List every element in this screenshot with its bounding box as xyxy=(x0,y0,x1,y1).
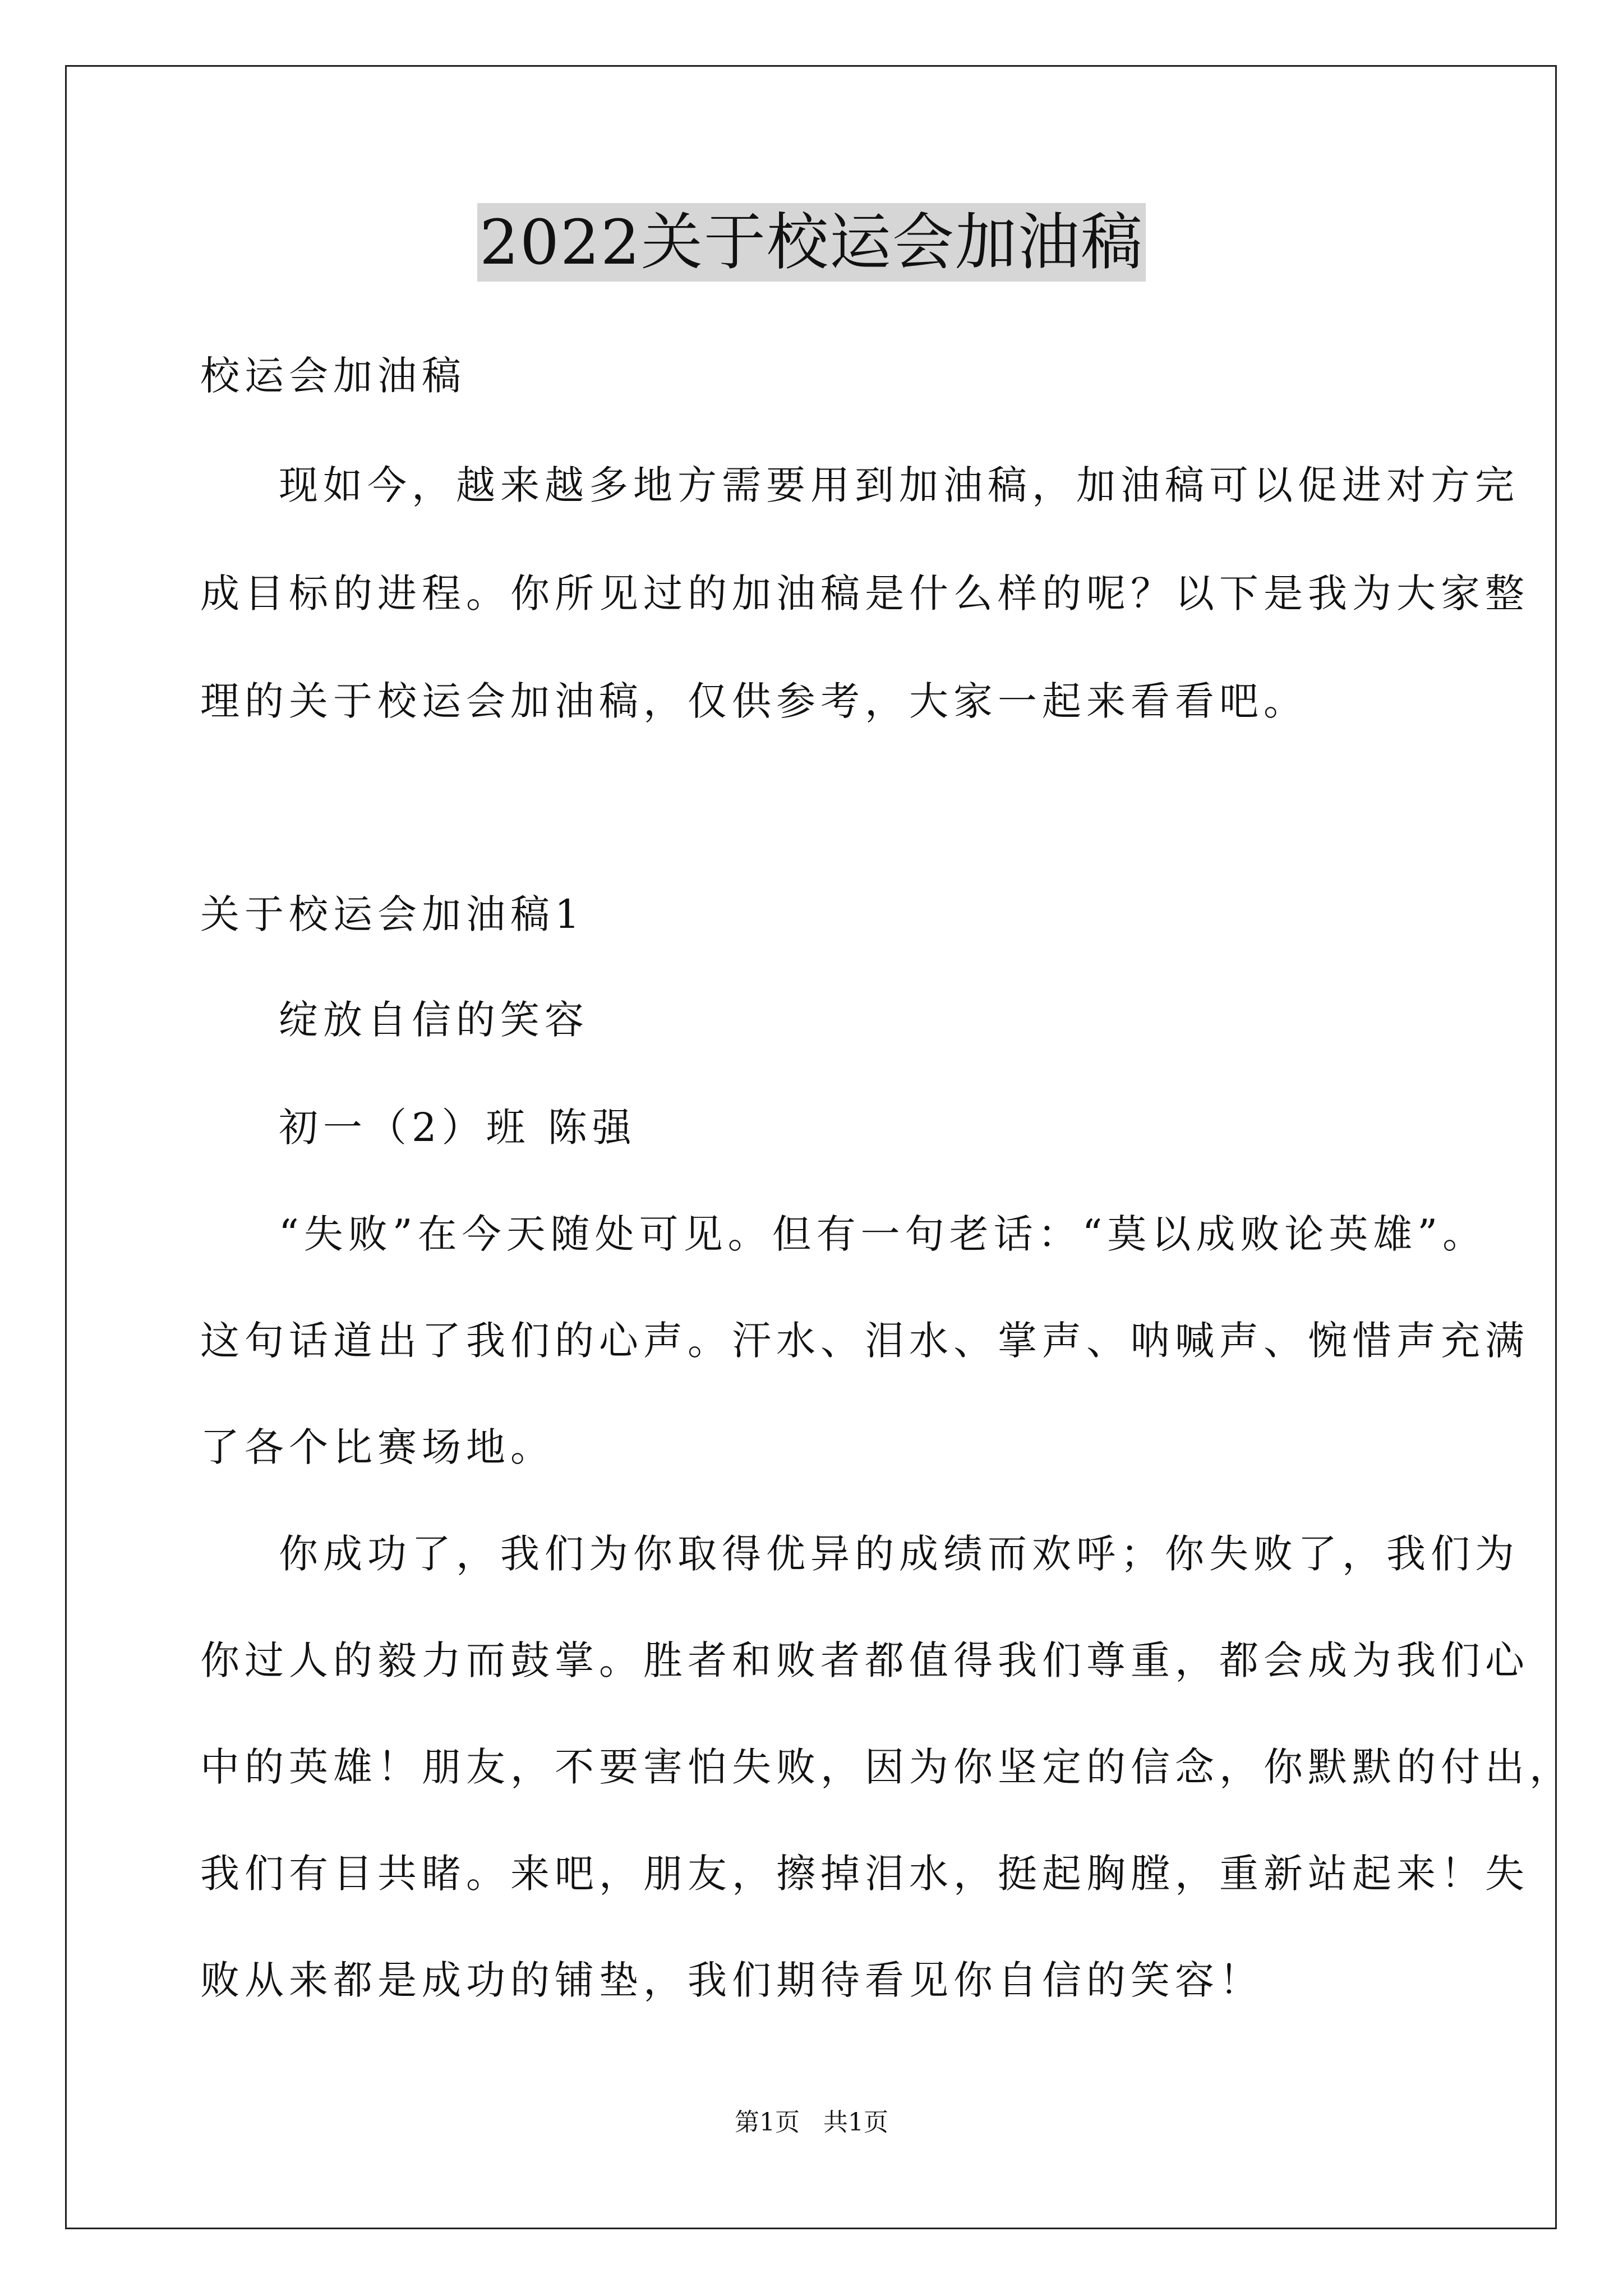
heading: 校运会加油稿 xyxy=(200,353,466,399)
intro-line: 成目标的进程。你所见过的加油稿是什么样的呢？以下是我为大家整 xyxy=(200,570,1529,616)
intro-line: 理的关于校运会加油稿，仅供参考，大家一起来看看吧。 xyxy=(200,678,1308,724)
paragraph-line: 败从来都是成功的铺垫，我们期待看见你自信的笑容！ xyxy=(200,1957,1264,2003)
paragraph-line: 你过人的毅力而鼓掌。胜者和败者都值得我们尊重，都会成为我们心 xyxy=(200,1637,1529,1683)
author-line: 初一（2）班 陈强 xyxy=(279,1105,637,1151)
essay-title: 绽放自信的笑容 xyxy=(279,997,589,1043)
paragraph-line: “失败”在今天随处可见。但有一句老话：“莫以成败论英雄”。 xyxy=(279,1211,1487,1257)
intro-line: 现如今，越来越多地方需要用到加油稿，加油稿可以促进对方完 xyxy=(279,462,1519,508)
paragraph-line: 中的英雄！朋友，不要害怕失败，因为你坚定的信念，你默默的付出， xyxy=(200,1744,1574,1790)
paragraph-line: 这句话道出了我们的心声。汗水、泪水、掌声、呐喊声、惋惜声充满 xyxy=(200,1318,1529,1364)
paragraph-line: 了各个比赛场地。 xyxy=(200,1424,555,1470)
page-footer: 第1页 共1页 xyxy=(735,2108,888,2137)
paragraph-line: 我们有目共睹。来吧，朋友，擦掉泪水，挺起胸膛，重新站起来！失 xyxy=(200,1851,1529,1897)
paragraph-line: 你成功了，我们为你取得优异的成绩而欢呼；你失败了，我们为 xyxy=(279,1531,1519,1577)
document-title-wrapper xyxy=(0,203,1623,282)
document-title: 2022关于校运会加油稿 xyxy=(477,203,1146,282)
section-title: 关于校运会加油稿1 xyxy=(200,891,585,937)
